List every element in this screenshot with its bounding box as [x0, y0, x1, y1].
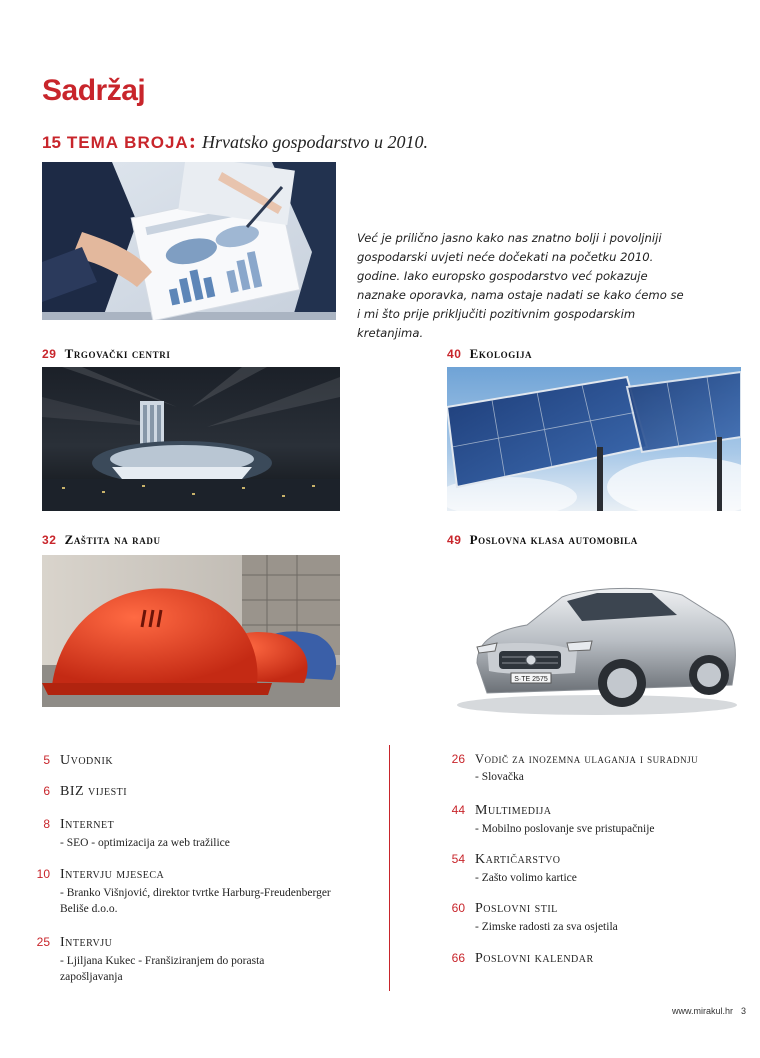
- toc-page-number: 44: [451, 803, 465, 817]
- section-title: Trgovački centri: [64, 346, 171, 361]
- feature-page-number: 15: [42, 133, 61, 152]
- toc-page-number: 10: [36, 867, 50, 881]
- feature-description: Već je prilično jasno kako nas znatno bolji i povoljniji gospodarski uvjeti neće dočekati na početku 2010. godine. Iako europsko gospodarstvo već pokazuje naznake oporavka, nama ostaje nadati se kako ćemo se i mi što prije priključiti pozitivnim gospodarskim kretanjima.: [357, 231, 684, 340]
- car-image[interactable]: [447, 555, 741, 719]
- toc-item-karticarstvo[interactable]: [451, 851, 745, 886]
- footer-page-number: 3: [740, 1006, 746, 1016]
- toc-page-number: 66: [451, 951, 465, 965]
- feature-subtitle: Hrvatsko gospodarstvo u 2010.: [202, 132, 429, 152]
- toc-item-vodic[interactable]: [451, 751, 745, 785]
- business-meeting-illustration: [42, 162, 336, 320]
- toc-title: Internet: [60, 817, 115, 832]
- toc-title: Vodič za inozemna ulaganja i suradnju: [475, 752, 699, 766]
- section-title: Zaštita na radu: [64, 532, 161, 547]
- toc-item-multimedija[interactable]: [451, 802, 745, 837]
- toc-item-intervju[interactable]: [36, 934, 310, 985]
- toc-item-uvodnik[interactable]: [43, 752, 360, 769]
- silver-sedan-illustration: [447, 555, 741, 719]
- toc-title: Poslovni kalendar: [475, 951, 594, 966]
- footer-site-link[interactable]: www.mirakul.hr: [671, 1006, 733, 1016]
- toc-title: Intervju mjeseca: [60, 867, 165, 882]
- section-title: Poslovna klasa automobila: [469, 532, 638, 547]
- toc-item-biz-vijesti[interactable]: [43, 783, 360, 800]
- toc-page-number: 6: [43, 784, 50, 798]
- solar-panels-image[interactable]: [447, 367, 741, 511]
- toc-title: Intervju: [60, 935, 113, 950]
- section-heading-ekologija[interactable]: [447, 346, 532, 362]
- section-heading-poslovna-klasa-automobila[interactable]: [447, 532, 638, 548]
- toc-page-number: 26: [451, 752, 465, 766]
- toc-page-number: 60: [451, 901, 465, 915]
- toc-divider: [389, 745, 390, 991]
- toc-title: Poslovni stil: [475, 901, 558, 916]
- toc-description: - Zimske radosti za sva osjetila: [475, 921, 618, 933]
- toc-description: - Slovačka: [475, 771, 524, 783]
- section-page-number: 32: [42, 533, 57, 547]
- section-page-number: 29: [42, 347, 57, 361]
- toc-item-internet[interactable]: [43, 816, 360, 851]
- car-plate: S·TE 2575: [514, 676, 548, 683]
- toc-page-number: 5: [43, 753, 50, 767]
- page-footer: [672, 1006, 746, 1016]
- hard-hats-illustration: [42, 555, 340, 707]
- toc-item-poslovni-stil[interactable]: [451, 900, 745, 935]
- section-page-number: 40: [447, 347, 462, 361]
- toc-page-number: 8: [43, 817, 50, 831]
- feature-heading[interactable]: [42, 128, 428, 154]
- toc-title: BIZ vijesti: [60, 784, 128, 799]
- shopping-center-night-illustration: [42, 367, 340, 511]
- feature-label: TEMA BROJA: [66, 133, 189, 152]
- toc-description: - SEO - optimizacija za web tražilice: [60, 837, 230, 849]
- section-title: Ekologija: [469, 346, 533, 361]
- toc-description: - Branko Višnjović, direktor tvrtke Harburg-Freudenberger Beliše d.o.o.: [60, 887, 331, 915]
- section-page-number: 49: [447, 533, 462, 547]
- section-heading-zastita-na-radu[interactable]: [42, 532, 161, 548]
- toc-title: Uvodnik: [60, 753, 114, 768]
- section-heading-trgovacki-centri[interactable]: [42, 346, 170, 362]
- toc-page-number: 54: [451, 852, 465, 866]
- toc-description: - Mobilno poslovanje sve pristupačnije: [475, 823, 655, 835]
- toc-item-poslovni-kalendar[interactable]: [451, 950, 745, 967]
- page-title: Sadržaj: [42, 74, 146, 107]
- solar-panels-illustration: [447, 367, 741, 511]
- shopping-center-image[interactable]: [42, 367, 340, 511]
- toc-title: Multimedija: [475, 803, 552, 818]
- toc-description: - Zašto volimo kartice: [475, 872, 577, 884]
- toc-item-intervju-mjeseca[interactable]: [36, 866, 350, 917]
- feature-image[interactable]: [42, 162, 336, 320]
- hard-hats-image[interactable]: [42, 555, 340, 707]
- toc-description: - Ljiljana Kukec - Franšiziranjem do porasta zapošljavanja: [60, 955, 265, 983]
- toc-page-number: 25: [36, 935, 50, 949]
- toc-title: Kartičarstvo: [475, 852, 561, 867]
- feature-colon: :: [188, 128, 197, 153]
